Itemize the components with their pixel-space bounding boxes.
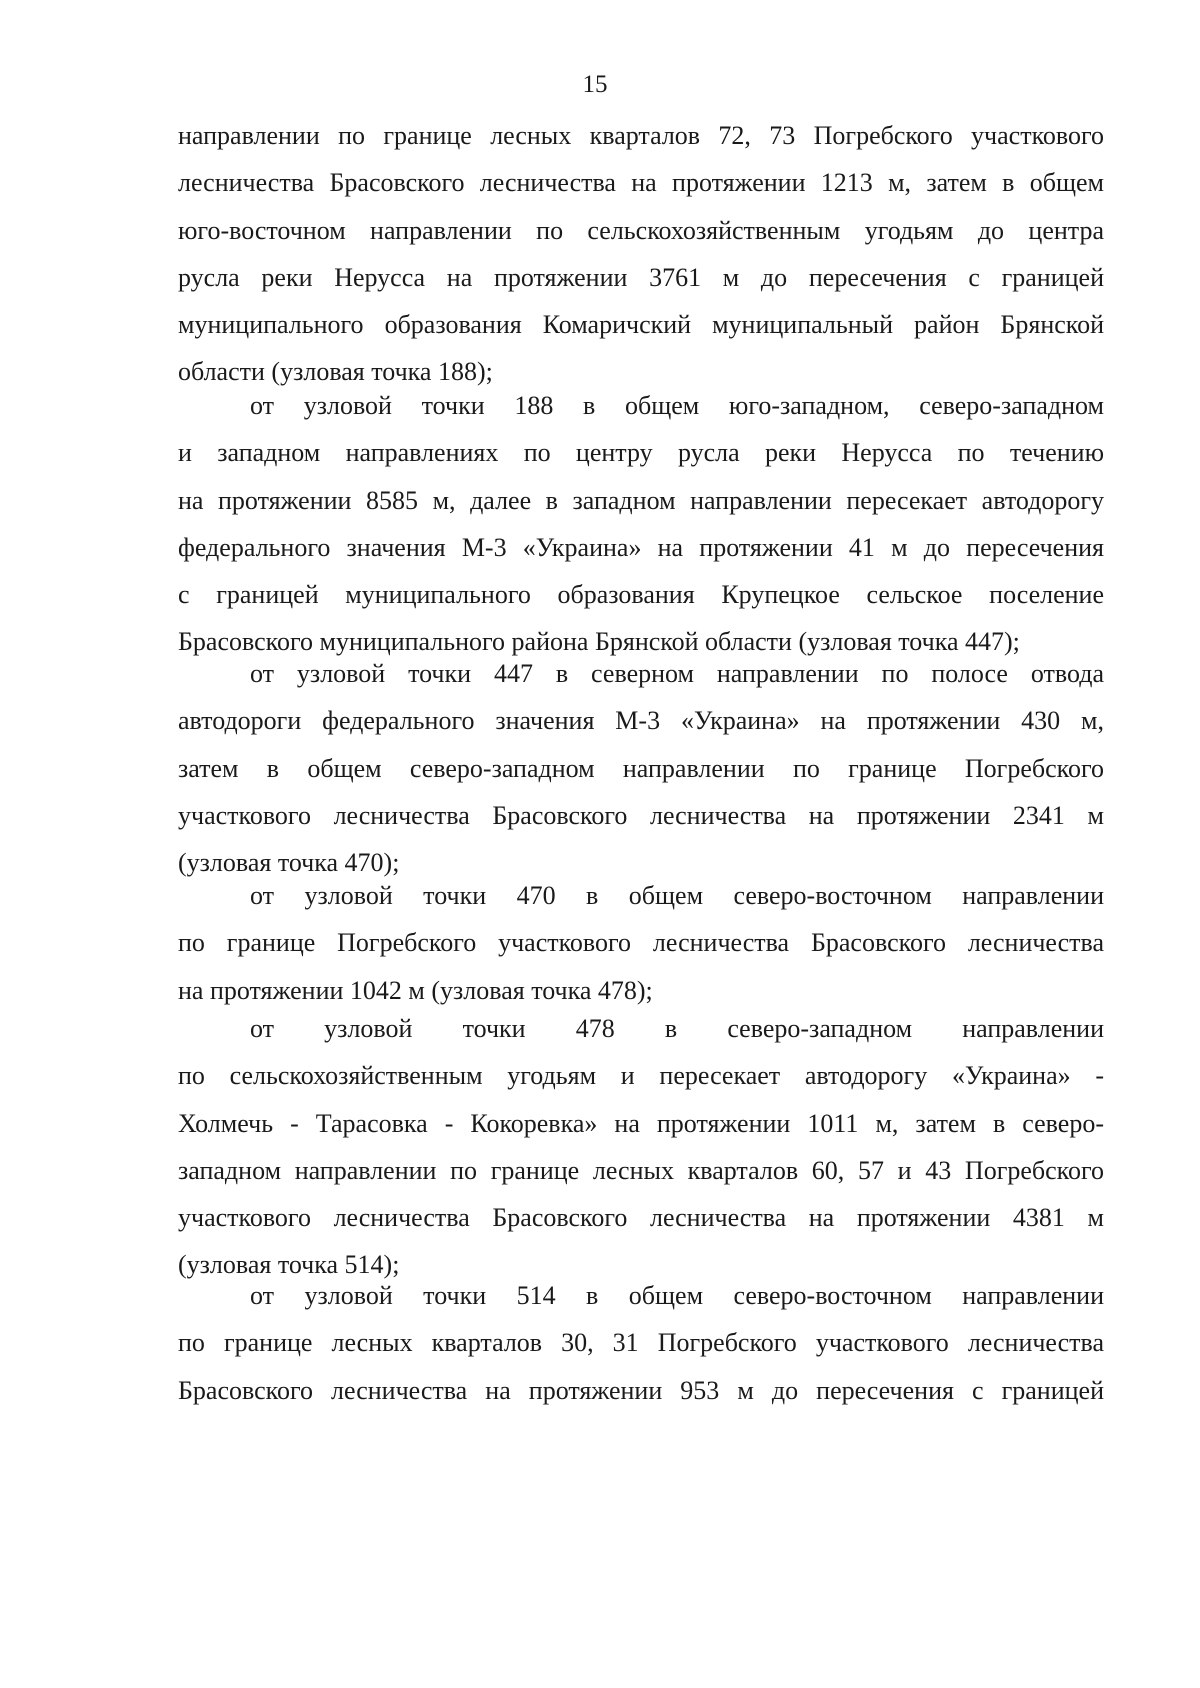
paragraph — [178, 650, 1104, 886]
page-number: 15 — [582, 71, 608, 98]
text-line: Брасовского муниципального района Брянской области (узловая точка 447); — [178, 627, 1020, 657]
text-line: муниципального образования Комаричский муниципальный район Брянской — [178, 310, 1104, 340]
text-line: Холмечь - Тарасовка - Кокоревка» на протяжении 1011 м, затем в северо- — [178, 1108, 1104, 1138]
text-line: (узловая точка 470); — [178, 848, 400, 878]
text-line: затем в общем северо-западном направлении по границе Погребского — [178, 753, 1104, 783]
text-line: по сельскохозяйственным угодьям и пересекает автодорогу «Украина» - — [178, 1061, 1104, 1091]
text-line: на протяжении 8585 м, далее в западном направлении пересекает автодорогу — [178, 485, 1104, 515]
text-line: по границе Погребского участкового лесничества Брасовского лесничества — [178, 928, 1104, 958]
paragraph — [178, 872, 1104, 1014]
text-line: от узловой точки 447 в северном направлении по полосе отвода — [250, 659, 1104, 688]
paragraph — [178, 382, 1104, 666]
text-line: Брасовского лесничества на протяжении 953 м до пересечения с границей — [178, 1375, 1104, 1405]
text-line: федерального значения М-3 «Украина» на протяжении 41 м до пересечения — [178, 532, 1104, 562]
text-line: (узловая точка 514); — [178, 1250, 400, 1280]
text-line: области (узловая точка 188); — [178, 357, 493, 387]
text-line: от узловой точки 188 в общем юго-западном, северо-западном — [250, 391, 1104, 420]
text-line: участкового лесничества Брасовского лесничества на протяжении 4381 м — [178, 1203, 1104, 1233]
text-line: западном направлении по границе лесных кварталов 60, 57 и 43 Погребского — [178, 1155, 1104, 1185]
text-line: с границей муниципального образования Крупецкое сельское поселение — [178, 580, 1104, 610]
paragraph — [178, 112, 1104, 396]
text-line: автодороги федерального значения М-3 «Украина» на протяжении 430 м, — [178, 706, 1104, 736]
text-line: русла реки Нерусса на протяжении 3761 м до пересечения с границей — [178, 262, 1104, 292]
text-line: направлении по границе лесных кварталов 72, 73 Погребского участкового — [178, 121, 1104, 150]
text-line: лесничества Брасовского лесничества на протяжении 1213 м, затем в общем — [178, 168, 1104, 198]
text-line: на протяжении 1042 м (узловая точка 478); — [178, 975, 653, 1005]
text-line: юго-восточном направлении по сельскохозяйственным угодьям до центра — [178, 215, 1104, 245]
text-line: по границе лесных кварталов 30, 31 Погребского участкового лесничества — [178, 1328, 1104, 1358]
paragraph — [178, 1005, 1104, 1289]
text-line: участкового лесничества Брасовского лесничества на протяжении 2341 м — [178, 800, 1104, 830]
text-line: от узловой точки 470 в общем северо-восточном направлении — [250, 881, 1104, 910]
text-line: и западном направлениях по центру русла реки Нерусса по течению — [178, 438, 1104, 468]
text-line: от узловой точки 478 в северо-западном направлении — [250, 1014, 1104, 1043]
paragraph — [178, 1272, 1104, 1414]
text-line: от узловой точки 514 в общем северо-восточном направлении — [250, 1281, 1104, 1310]
